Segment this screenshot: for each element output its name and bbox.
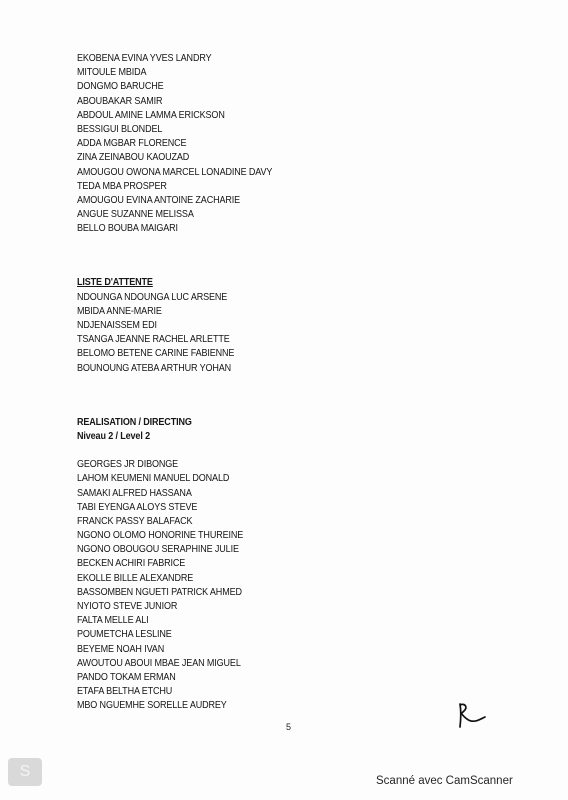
list-item: AMOUGOU OWONA MARCEL LONADINE DAVY (77, 165, 273, 178)
list-item: TABI EYENGA ALOYS STEVE (77, 500, 198, 513)
list-item: NYIOTO STEVE JUNIOR (77, 600, 178, 612)
list-item: ABDOUL AMINE LAMMA ERICKSON (77, 108, 225, 121)
directing-list (77, 457, 438, 712)
list-item: MITOULE MBIDA (77, 66, 147, 79)
list-item: ABOUBAKAR SAMIR (77, 94, 163, 107)
list-item: PANDO TOKAM ERMAN (77, 670, 176, 683)
signature (452, 700, 492, 732)
waiting-list (77, 290, 438, 375)
waiting-list-heading: LISTE D'ATTENTE (77, 276, 153, 289)
list-item: BESSIGUI BLONDEL (77, 122, 163, 135)
list-item: ETAFA BELTHA ETCHU (77, 685, 173, 698)
spacer (77, 443, 438, 457)
list-item: NDJENAISSEM EDI (77, 319, 157, 331)
list-item: ZINA ZEINABOU KAOUZAD (77, 151, 190, 164)
name-list-top (77, 51, 438, 235)
list-item: GEORGES JR DIBONGE (77, 458, 179, 471)
directing-heading: REALISATION / DIRECTING (77, 415, 192, 428)
spacer (77, 235, 438, 275)
list-item: EKOLLE BILLE ALEXANDRE (77, 571, 194, 584)
list-item: ANGUE SUZANNE MELISSA (77, 208, 194, 221)
list-item: EKOBENA EVINA YVES LANDRY (77, 52, 212, 64)
list-item: TEDA MBA PROSPER (77, 179, 167, 192)
list-item: TSANGA JEANNE RACHEL ARLETTE (77, 333, 230, 346)
directing-level: Niveau 2 / Level 2 (77, 429, 150, 442)
scanner-watermark: Scanné avec CamScanner (376, 775, 513, 787)
list-item: BECKEN ACHIRI FABRICE (77, 557, 186, 570)
list-item: POUMETCHA LESLINE (77, 628, 172, 641)
list-item: BELOMO BETENE CARINE FABIENNE (77, 347, 235, 360)
list-item: BASSOMBEN NGUETI PATRICK AHMED (77, 585, 242, 598)
list-item: NGONO OLOMO HONORINE THUREINE (77, 529, 244, 542)
list-item: AMOUGOU EVINA ANTOINE ZACHARIE (77, 193, 241, 206)
list-item: ADDA MGBAR FLORENCE (77, 137, 187, 150)
camscanner-logo-icon: S (8, 758, 42, 786)
list-item: LAHOM KEUMENI MANUEL DONALD (77, 472, 230, 485)
list-item: AWOUTOU ABOUI MBAE JEAN MIGUEL (77, 656, 241, 669)
document-body (77, 51, 438, 713)
spacer (77, 375, 438, 415)
list-item: FRANCK PASSY BALAFACK (77, 514, 193, 527)
list-item: DONGMO BARUCHE (77, 80, 164, 93)
list-item: NGONO OBOUGOU SERAPHINE JULIE (77, 543, 239, 556)
list-item: FALTA MELLE ALI (77, 614, 149, 627)
list-item: BEYEME NOAH IVAN (77, 642, 165, 655)
list-item: NDOUNGA NDOUNGA LUC ARSENE (77, 290, 228, 303)
list-item: MBO NGUEMHE SORELLE AUDREY (77, 699, 227, 712)
list-item: BELLO BOUBA MAIGARI (77, 222, 178, 235)
list-item: SAMAKI ALFRED HASSANA (77, 486, 192, 499)
list-item: MBIDA ANNE-MARIE (77, 304, 162, 317)
page-number: 5 (286, 722, 292, 732)
list-item: BOUNOUNG ATEBA ARTHUR YOHAN (77, 361, 232, 374)
